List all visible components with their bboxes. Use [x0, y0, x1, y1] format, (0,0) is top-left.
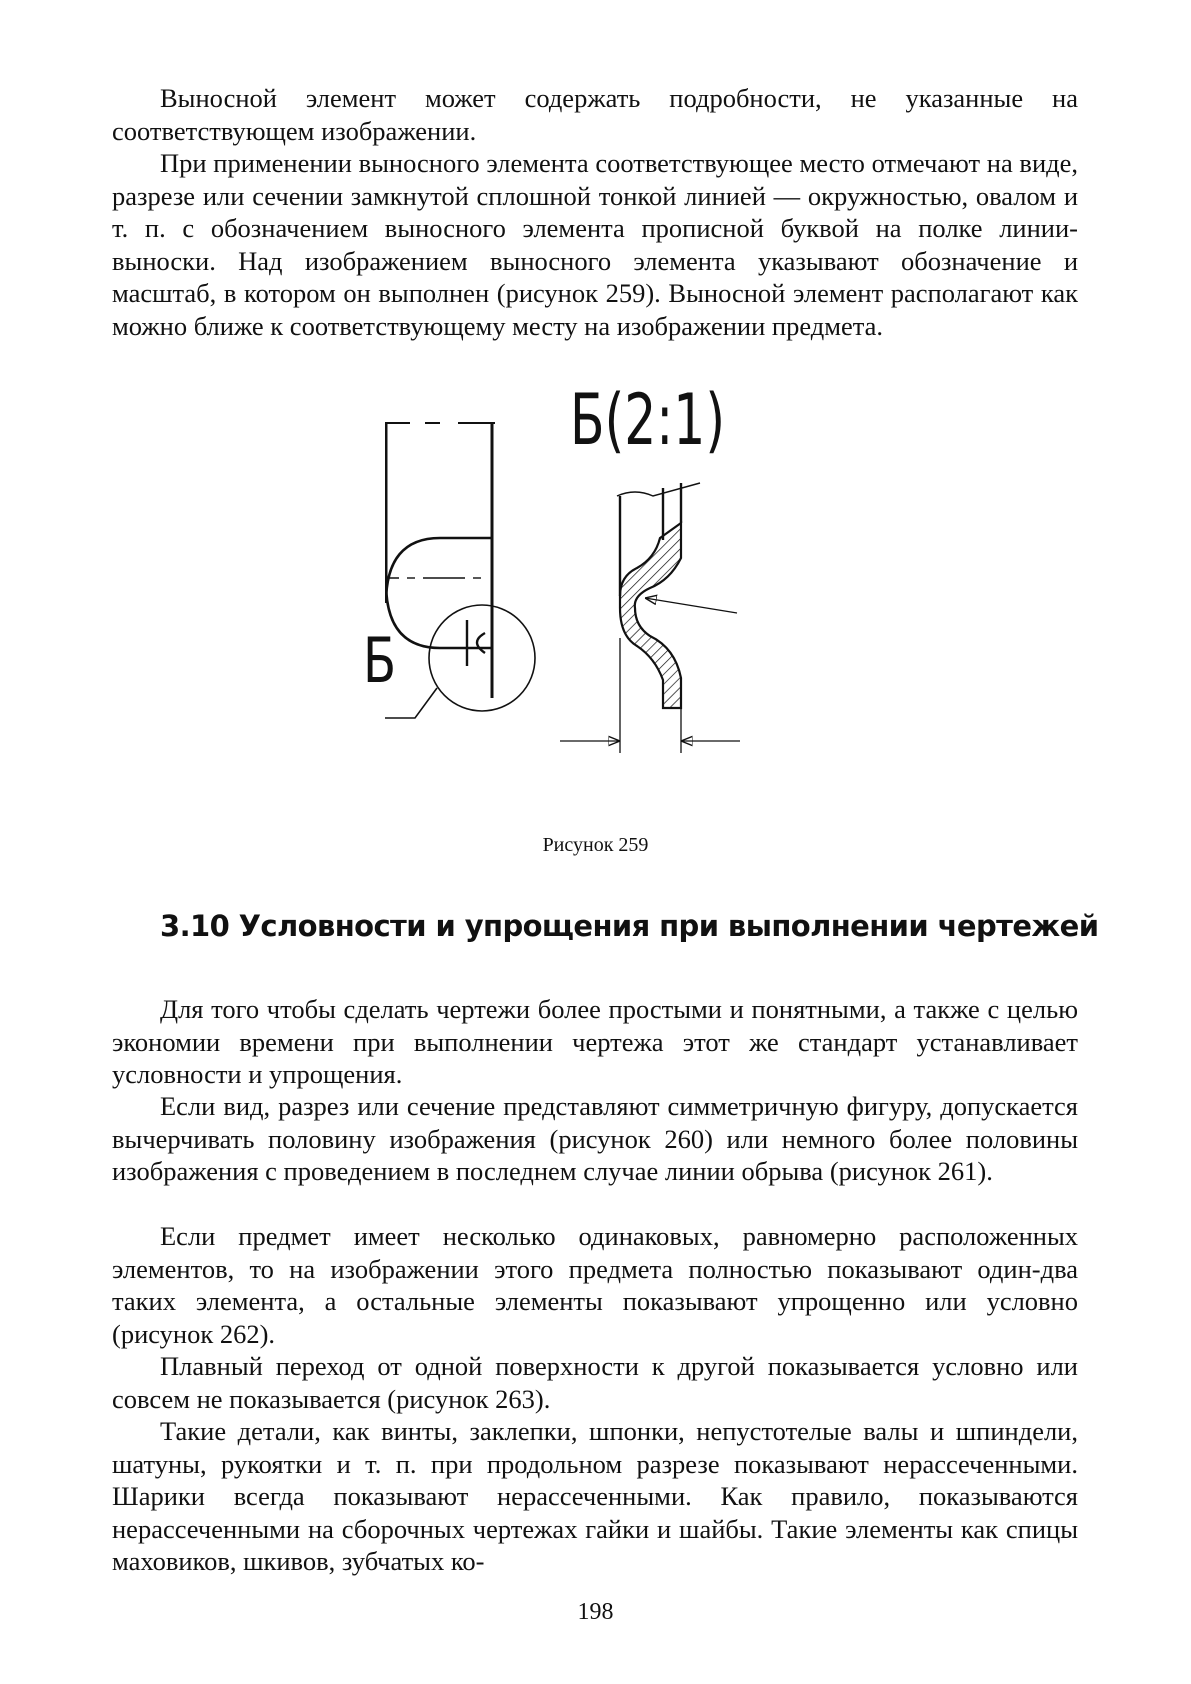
main-view — [385, 423, 535, 718]
section-heading: 3.10 Условности и упрощения при выполнении чертежей — [160, 909, 1099, 943]
figure-259 — [363, 379, 805, 848]
figure-caption: Рисунок 259 — [542, 834, 649, 856]
paragraph-1: Выносной элемент может содержать подробности, не указанные на соответствующем изображении. — [112, 83, 1078, 146]
paragraph-3: Для того чтобы сделать чертежи более простыми и понятными, а также с целью экономии времени при выполнении чертежа этот же стандарт устанавливает условности и упрощения. — [112, 994, 1078, 1089]
paragraph-2: При применении выносного элемента соответствующее место отмечают на виде, разрезе или сечении замкнутой сплошной тонкой линией — окружностью, овалом и т. п. с обозначением выносного элемента прописной буквой на полке линии-выноски. Над изображением выносного элемента указывают обозначение и масштаб, в котором он выполнен (рисунок 259). Выносной элемент располагают как можно ближе к соответствующему месту на изображении предмета. — [112, 148, 1078, 341]
element-label: Б — [363, 624, 397, 697]
paragraph-7: Такие детали, как винты, заклепки, шпонки, непустотелые валы и шпиндели, шатуны, рукоятки и т. п. при продольном разрезе показывают нерассеченными. Шарики всегда показывают нерассеченными. Как правило, показываются нерассеченными на сборочных чертежах гайки и шайбы. Такие элементы как спицы маховиков, шкивов, зубчатых ко- — [112, 1416, 1078, 1576]
figure-259-drawing — [385, 408, 805, 828]
paragraph-5: Если предмет имеет несколько одинаковых, равномерно расположенных элементов, то на изображении этого предмета полностью показывают один-два таких элемента, а остальные элементы показывают упрощенно или условно (рисунок 262). — [112, 1221, 1078, 1349]
paragraph-6: Плавный переход от одной поверхности к другой показывается условно или совсем не показывается (рисунок 263). — [112, 1351, 1078, 1414]
detail-view-label: Б(2:1) — [570, 379, 726, 461]
paragraph-4: Если вид, разрез или сечение представляют симметричную фигуру, допускается вычерчивать половину изображения (рисунок 260) или немного более половины изображения с проведением в последнем случае линии обрыва (рисунок 261). — [112, 1091, 1078, 1186]
page-number: 198 — [577, 1599, 614, 1625]
detail-view — [560, 483, 740, 753]
